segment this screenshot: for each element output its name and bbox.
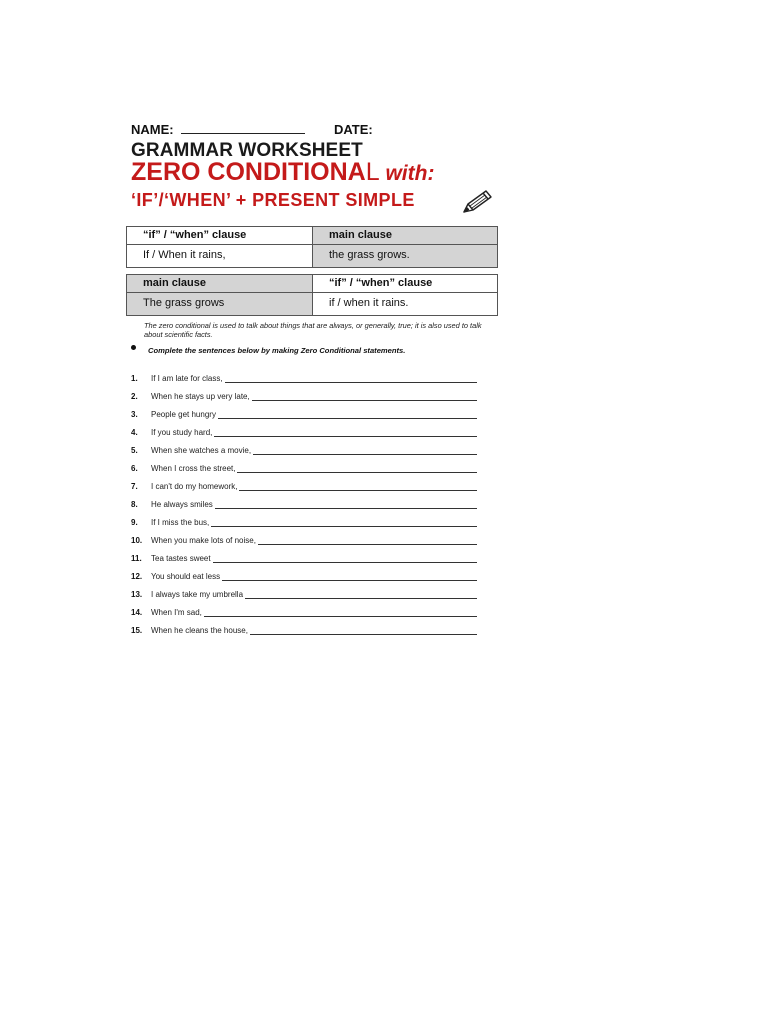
- list-item: 12. You should eat less: [131, 563, 481, 581]
- list-item: 4. If you study hard,: [131, 419, 481, 437]
- list-item: 1. If I am late for class,: [131, 365, 481, 383]
- answer-line[interactable]: [250, 624, 477, 635]
- answer-line[interactable]: [218, 408, 477, 419]
- date-field[interactable]: [334, 122, 377, 137]
- answer-line[interactable]: [237, 462, 477, 473]
- answer-line[interactable]: [239, 480, 477, 491]
- answer-line[interactable]: [253, 444, 477, 455]
- date-label: DATE:: [334, 122, 373, 137]
- topic-subtitle: ‘IF’/‘WHEN’ + PRESENT SIMPLE: [131, 190, 415, 210]
- list-item: 2. When he stays up very late,: [131, 383, 481, 401]
- table2-header-2: “if” / “when” clause: [312, 275, 497, 292]
- list-item: 14. When I'm sad,: [131, 599, 481, 617]
- table1-header-1: “if” / “when” clause: [143, 229, 247, 241]
- table1-cell-1: If / When it rains,: [143, 249, 226, 261]
- list-item: 11. Tea tastes sweet: [131, 545, 481, 563]
- answer-line[interactable]: [252, 390, 477, 401]
- name-label: NAME:: [131, 122, 174, 137]
- table2-cell-2: if / when it rains.: [312, 293, 497, 315]
- table2-cell-1: The grass grows: [127, 293, 312, 315]
- intro-text: The zero conditional is used to talk about things that are always, or generally, true; it is also used to talk about scientific facts.: [144, 321, 482, 339]
- answer-line[interactable]: [225, 372, 477, 383]
- answer-line[interactable]: [211, 516, 477, 527]
- structure-table-main-first: [126, 274, 498, 316]
- list-item: 15. When he cleans the house,: [131, 617, 481, 635]
- answer-line[interactable]: [213, 552, 477, 563]
- pencil-icon: [460, 188, 494, 216]
- answer-line[interactable]: [245, 588, 477, 599]
- answer-line[interactable]: [204, 606, 477, 617]
- answer-line[interactable]: [222, 570, 477, 581]
- bullet-icon: [131, 345, 136, 350]
- list-item: 5. When she watches a movie,: [131, 437, 481, 455]
- exercise-list: [131, 365, 481, 635]
- list-item: 3. People get hungry: [131, 401, 481, 419]
- list-item: 6. When I cross the street,: [131, 455, 481, 473]
- answer-line[interactable]: [258, 534, 477, 545]
- list-item: 13. I always take my umbrella: [131, 581, 481, 599]
- instruction-text: Complete the sentences below by making Zero Conditional statements.: [148, 346, 406, 355]
- list-item: 9. If I miss the bus,: [131, 509, 481, 527]
- list-item: 8. He always smiles: [131, 491, 481, 509]
- answer-line[interactable]: [215, 498, 477, 509]
- table1-cell-2: the grass grows.: [312, 245, 497, 267]
- worksheet-title: GRAMMAR WORKSHEET: [131, 140, 363, 161]
- name-field[interactable]: [131, 122, 305, 137]
- topic-title: ZERO CONDITIONAL with:: [131, 158, 435, 186]
- table1-header-2: main clause: [312, 227, 497, 244]
- answer-line[interactable]: [214, 426, 477, 437]
- structure-table-if-first: [126, 226, 498, 268]
- list-item: 10. When you make lots of noise,: [131, 527, 481, 545]
- name-blank[interactable]: [181, 122, 305, 134]
- table2-header-1: main clause: [127, 275, 312, 292]
- list-item: 7. I can't do my homework,: [131, 473, 481, 491]
